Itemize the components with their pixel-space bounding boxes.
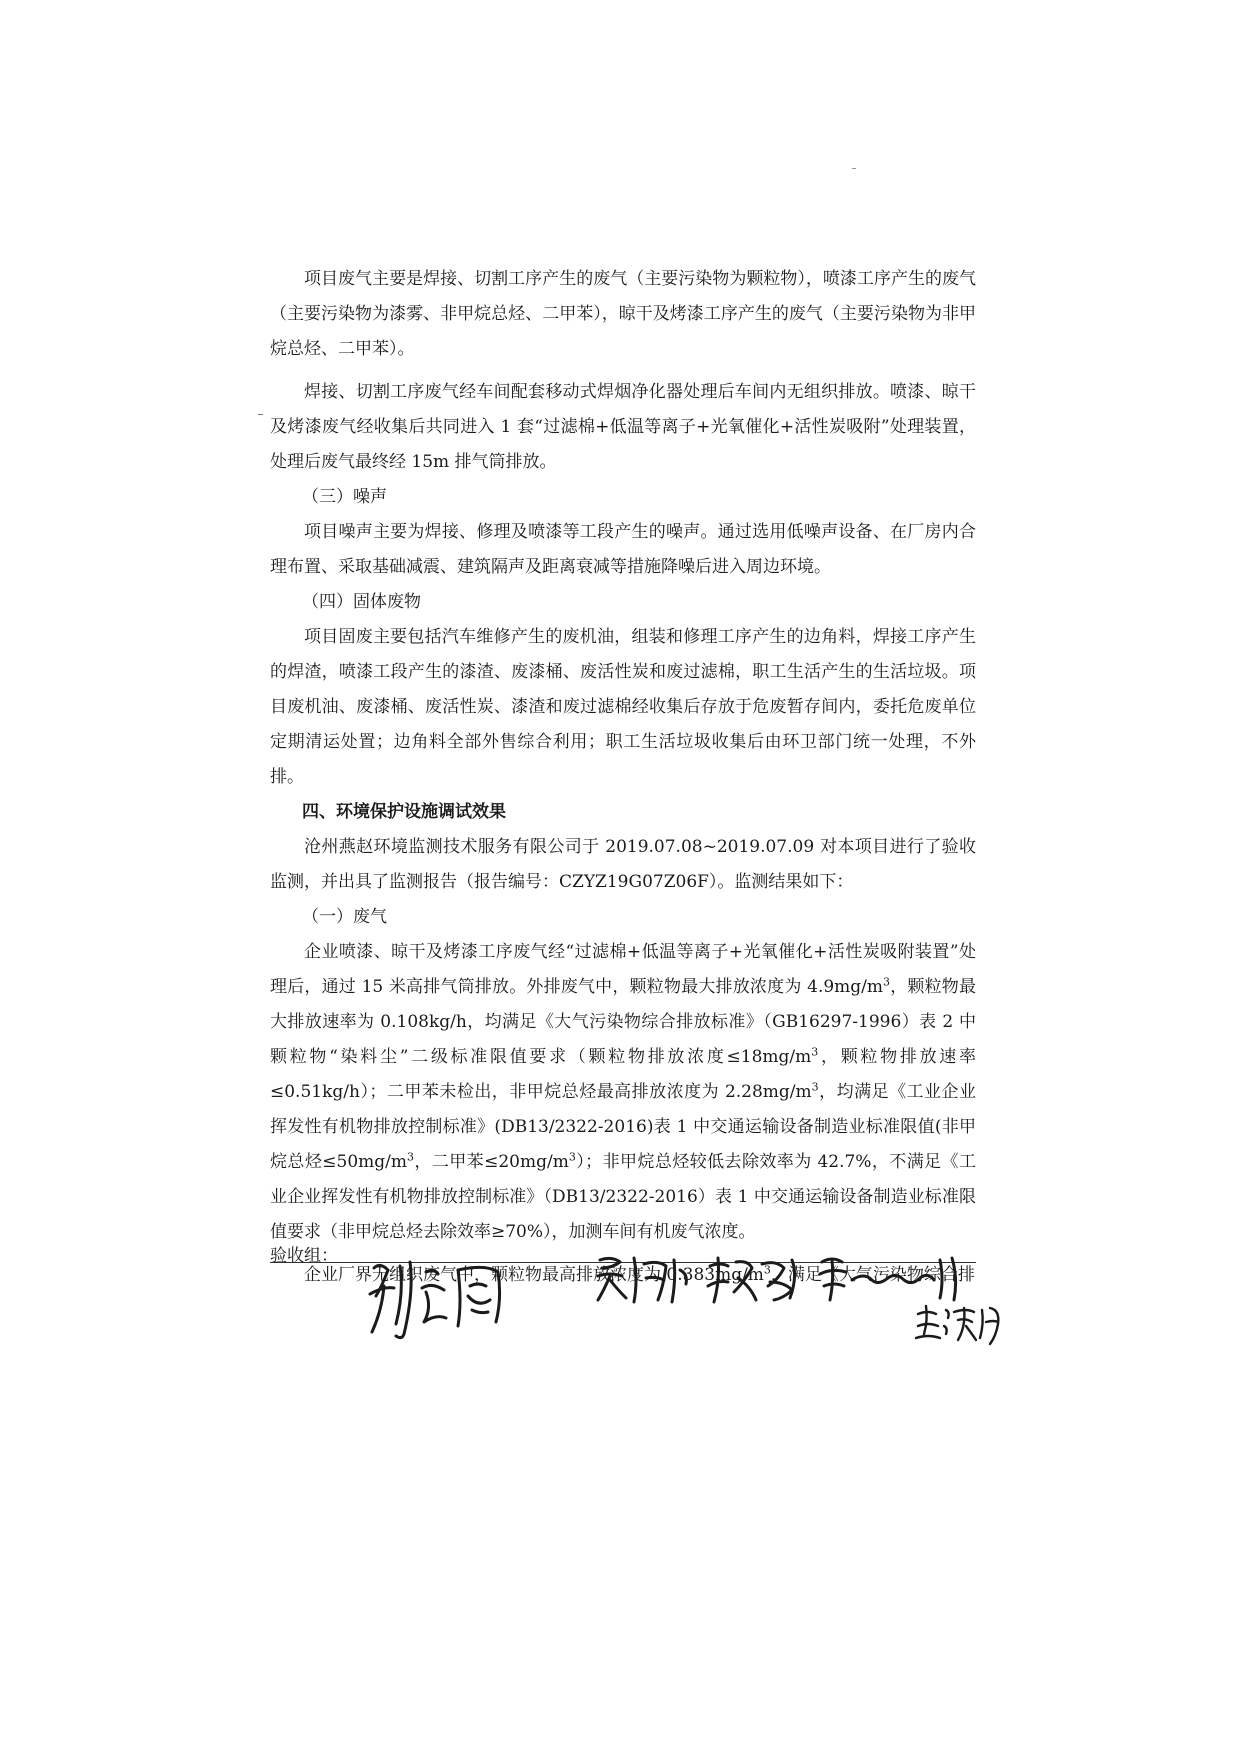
report-body [270, 262, 976, 1293]
superscript-3: 3 [568, 1150, 576, 1164]
fugitive-text-2: ，满足《大气污染物综合排 [770, 1265, 975, 1285]
paragraph-noise: 项目噪声主要为焊接、修理及喷漆等工段产生的噪声。通过选用低噪声设备、在厂房内合理布置、采取基础减震、建筑隔声及距离衰减等措施降噪后进入周边环境。 [270, 522, 976, 577]
handwritten-signature-2 [594, 1250, 694, 1310]
subheading-waste-gas: （一）废气 [302, 907, 387, 927]
exhaust-text-2: ，颗粒物最大排放速率为 0.108kg/h，均满足《大气污染物综合排放标准》（GB16297-1996）表 2 中颗粒物“染料尘”二级标准限值要求（颗粒物排放浓度≤18mg/m [270, 977, 976, 1067]
paragraph-exhaust-results [270, 935, 976, 1250]
handwritten-signature-4 [816, 1250, 966, 1306]
paragraph-waste-gas-treatment: 焊接、切割工序废气经车间配套移动式焊烟净化器处理后车间内无组织排放。喷漆、晾干及烤漆废气经收集后共同进入 1 套“过滤棉+低温等离子+光氧催化+活性炭吸附”处理装置，处理后废气最终经 15m 排气筒排放。 [270, 382, 976, 472]
superscript-3: 3 [811, 1045, 819, 1059]
superscript-3: 3 [763, 1263, 771, 1277]
handwritten-signature-5 [914, 1300, 1004, 1348]
superscript-3: 3 [883, 975, 891, 989]
margin-mark [258, 414, 263, 415]
exhaust-text-5: ，二甲苯≤20mg/m [414, 1152, 569, 1172]
superscript-3: 3 [407, 1150, 414, 1164]
exhaust-text-3: ，颗粒物排放速率≤0.51kg/h）；二甲苯未检出，非甲烷总烃最高排放浓度为 2.28mg/m [270, 1047, 977, 1102]
exhaust-text-6: ）；非甲烷总烃较低去除效率为 42.7%，不满足《工业企业挥发性有机物排放控制标准》（DB13/2322-2016）表 1 中交通运输设备制造业标准限值要求（非甲烷总烃去除效率≥70%），加测车间有机废气浓度。 [270, 1152, 976, 1242]
paragraph-solid-waste: 项目固废主要包括汽车维修产生的废机油，组装和修理工序产生的边角料，焊接工序产生的焊渣，喷漆工段产生的漆渣、废漆桶、废活性炭和废过滤棉，职工生活产生的生活垃圾。项目废机油、废漆桶、废活性炭、漆渣和废过滤棉经收集后存放于危废暂存间内，委托危废单位定期清运处置；边角料全部外售综合利用；职工生活垃圾收集后由环卫部门统一处理，不外排。 [270, 627, 976, 787]
subheading-noise: （三）噪声 [302, 487, 387, 507]
handwritten-signature-1 [366, 1252, 516, 1344]
superscript-3: 3 [811, 1080, 819, 1094]
fugitive-text-1: 企业厂界无组织废气中，颗粒物最高排放浓度为 0.383mg/m [304, 1265, 764, 1285]
subheading-solid-waste: （四）固体废物 [302, 592, 421, 612]
signature-label: 验收组： [270, 1246, 338, 1266]
paragraph-waste-gas-sources: 项目废气主要是焊接、切割工序产生的废气（主要污染物为颗粒物），喷漆工序产生的废气（主要污染物为漆雾、非甲烷总烃、二甲苯），晾干及烤漆工序产生的废气（主要污染物为非甲烷总烃、二甲苯）。 [270, 269, 976, 359]
handwritten-signature-3 [704, 1252, 804, 1310]
paragraph-monitoring: 沧州燕赵环境监测技术服务有限公司于 2019.07.08~2019.07.09 对本项目进行了验收监测，并出具了监测报告（报告编号：CZYZ19G07Z06F）。监测结果如下： [270, 837, 976, 892]
section-heading-effects: 四、环境保护设施调试效果 [302, 802, 506, 822]
scan-mark [852, 168, 856, 169]
exhaust-text-4: ，均满足《工业企业挥发性有机物排放控制标准》(DB13/2322-2016)表 1 中交通运输设备制造业标准限值(非甲烷总烃≤50mg/m [270, 1082, 976, 1172]
exhaust-text-1: 企业喷漆、晾干及烤漆工序废气经“过滤棉+低温等离子+光氧催化+活性炭吸附装置”处理后，通过 15 米高排气筒排放。外排废气中，颗粒物最大排放浓度为 4.9mg/m [270, 942, 976, 997]
